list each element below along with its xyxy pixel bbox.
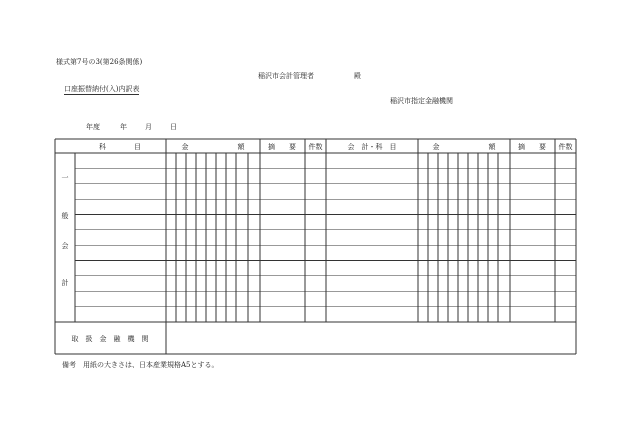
section-label-char-0: 一 — [61, 174, 69, 182]
remarks-note: 備考 用紙の大きさは、日本産業規格A5とする。 — [62, 361, 219, 369]
left-header-item: 科 目 — [99, 143, 141, 151]
section-label-char-1: 般 — [61, 212, 69, 220]
date-day: 日 — [170, 123, 177, 131]
footer-label: 取 扱 金 融 機 関 — [71, 335, 149, 343]
date-era-year: 年度 — [86, 123, 100, 131]
issuer-name: 稲沢市指定金融機関 — [390, 97, 453, 105]
left-header-amount: 金 額 — [181, 143, 245, 151]
right-header-summary: 摘 要 — [518, 143, 546, 151]
left-header-summary: 摘 要 — [268, 143, 296, 151]
date-month: 月 — [145, 123, 152, 131]
section-label-char-2: 会 — [61, 242, 69, 250]
right-header-amount: 金 額 — [432, 143, 496, 151]
left-header-count: 件数 — [308, 143, 323, 151]
right-header-item: 会 計・科 目 — [347, 143, 397, 151]
table-labels — [62, 142, 573, 343]
form-number: 様式第7号の3(第26条関係) — [56, 58, 143, 66]
addressee-honorific: 殿 — [354, 72, 361, 80]
form-title: 口座振替納付(入)内訳表 — [64, 85, 140, 93]
section-label-char-3: 計 — [61, 279, 69, 287]
right-header-count: 件数 — [558, 143, 573, 151]
date-year: 年 — [120, 123, 127, 131]
addressee-name: 稲沢市会計管理者 — [258, 72, 314, 80]
table-grid — [55, 139, 576, 354]
